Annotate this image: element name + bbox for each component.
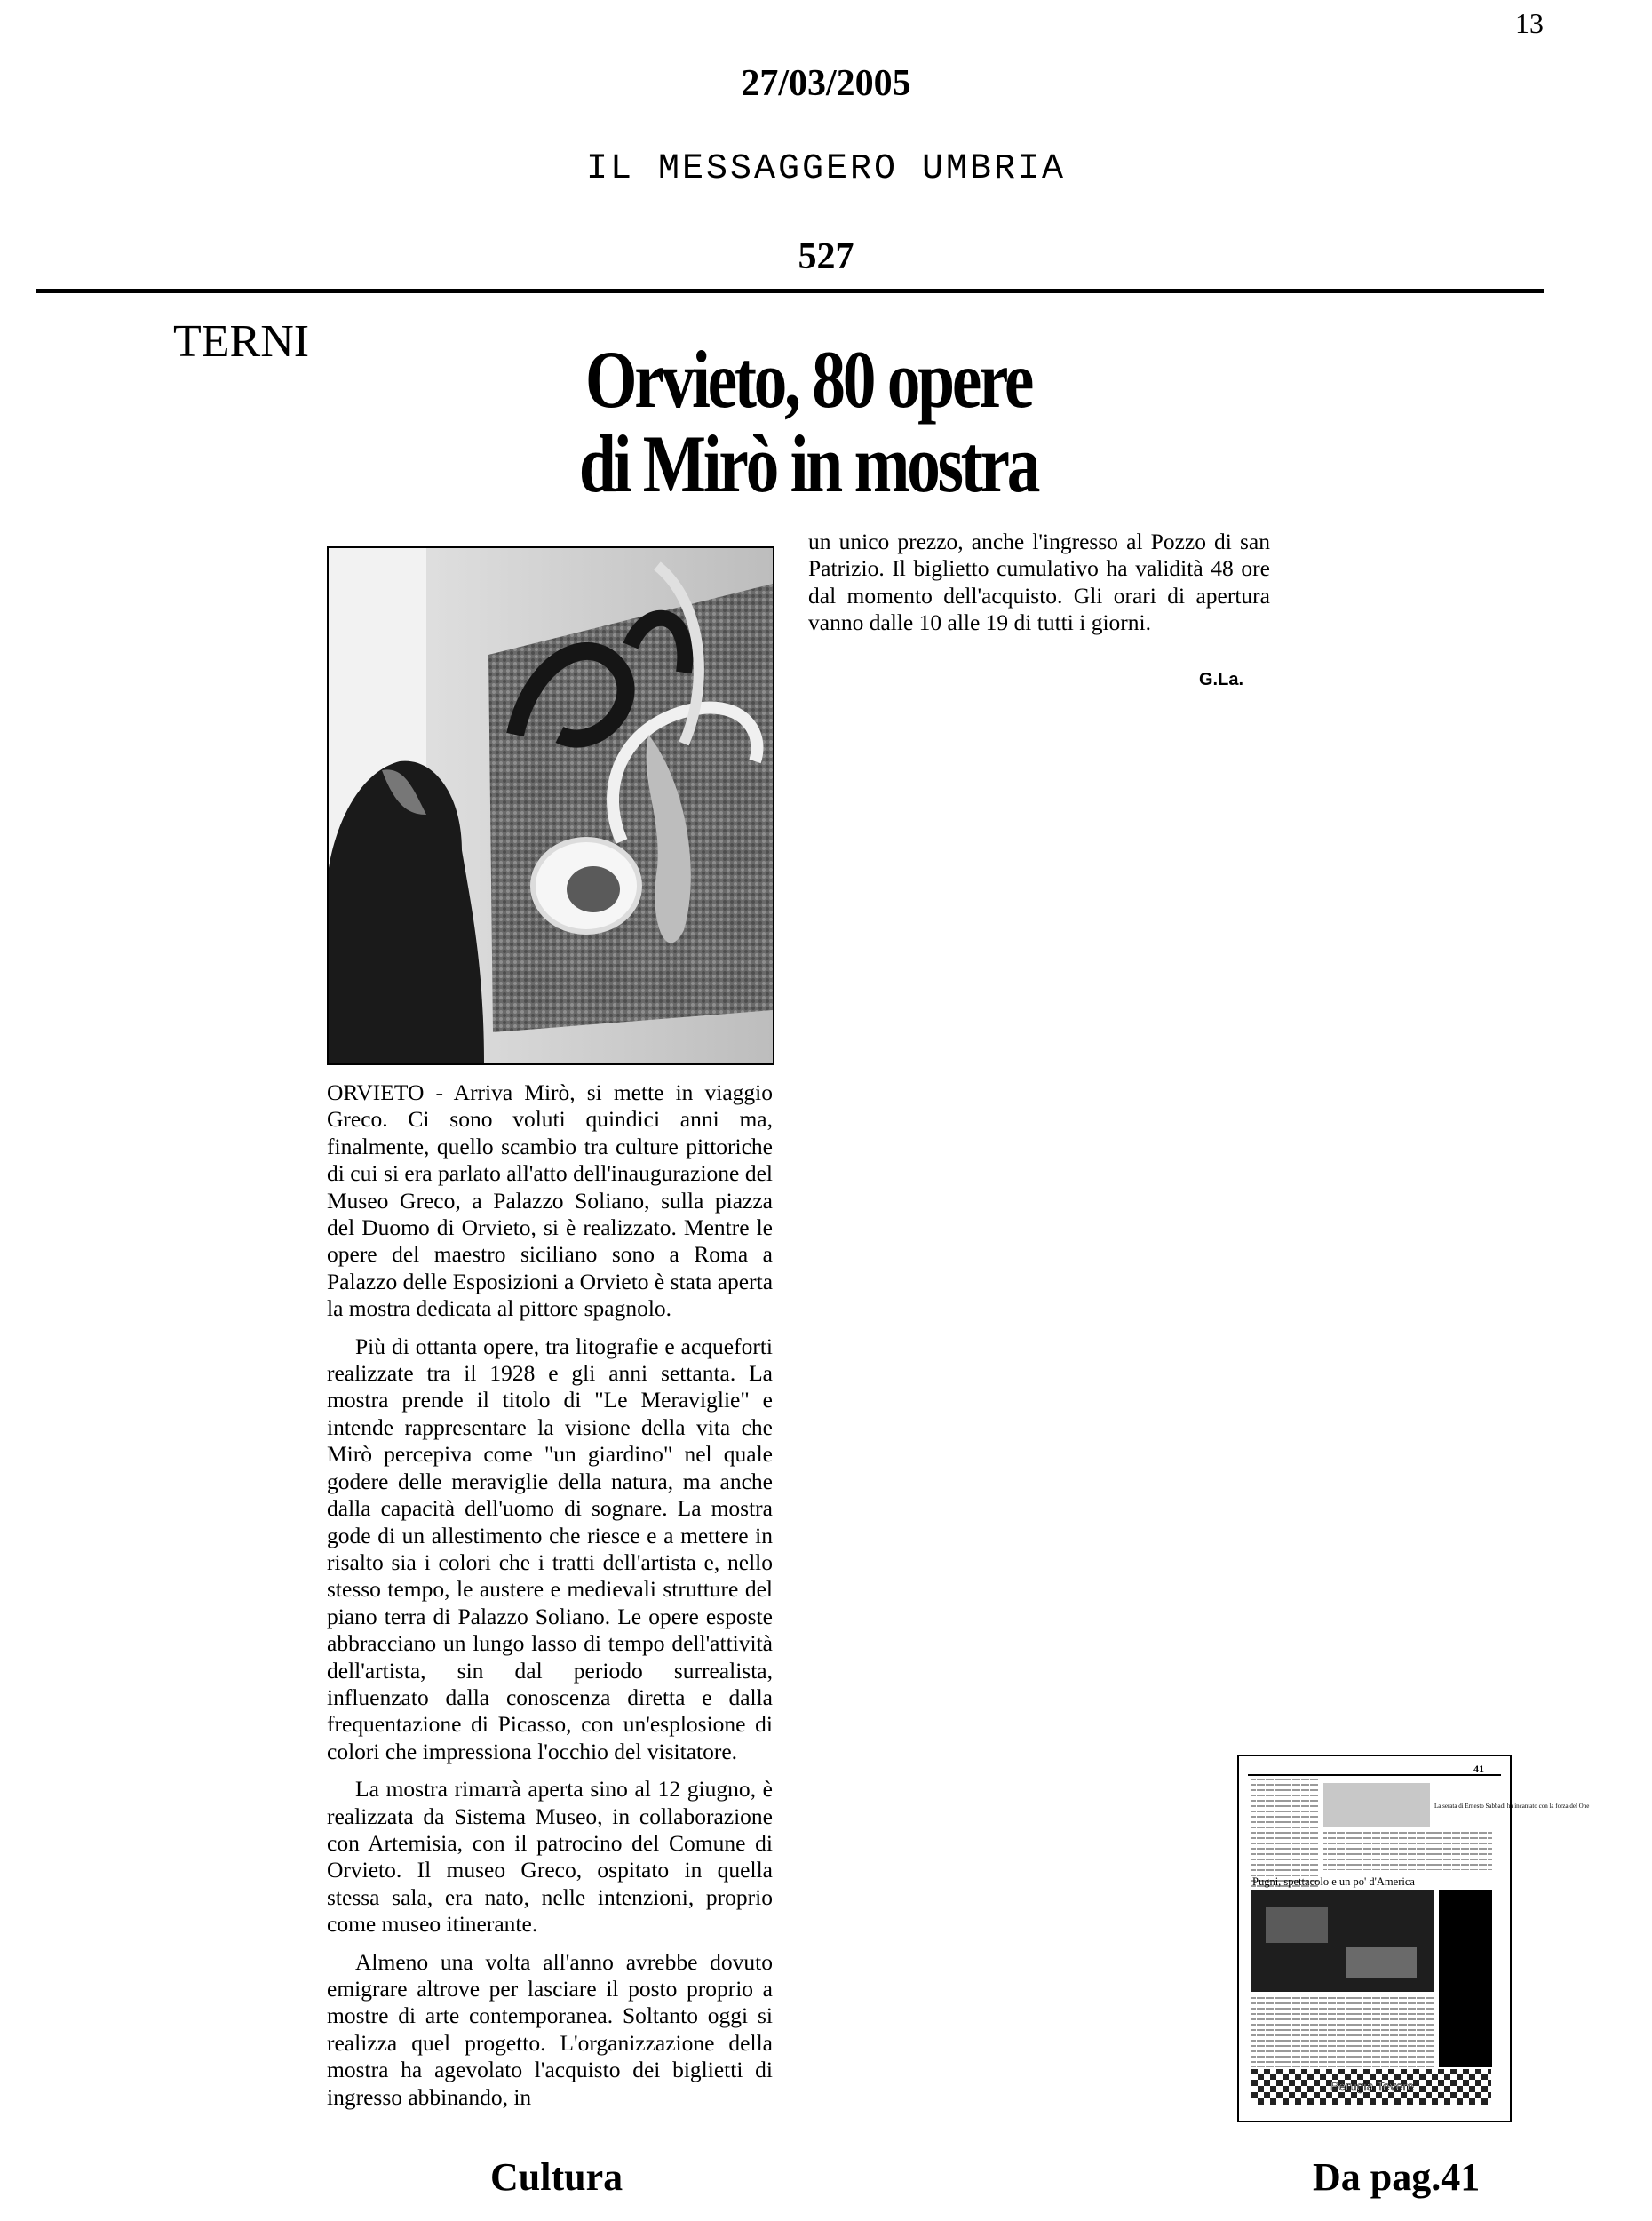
headline	[553, 334, 1063, 509]
publication-date: 27/03/2005	[741, 63, 911, 104]
thumbnail-kicker: La serata di Ernesto Sabbadi ha incantato con la forza del One	[1434, 1803, 1590, 1810]
newspaper-name: IL MESSAGGERO UMBRIA	[585, 149, 1067, 189]
thumbnail-banner: Perugia Tevere	[1330, 2079, 1414, 2093]
headline-line-2: di Mirò in mostra	[578, 418, 1038, 509]
headline-line-1: Orvieto, 80 opere	[584, 334, 1032, 425]
newspaper-page-thumbnail-icon	[1239, 1756, 1590, 2121]
section-label: TERNI	[173, 316, 310, 367]
article-column-1	[327, 1079, 773, 2121]
author-signature: G.La.	[1199, 670, 1244, 689]
thumbnail-page: 41	[1473, 1763, 1484, 1775]
article-column-2	[808, 529, 1270, 648]
page-number: 13	[1515, 7, 1544, 39]
header-rule	[36, 289, 1544, 293]
article-paragraph-5: un unico prezzo, anche l'ingresso al Pozzo di san Patrizio. Il biglietto cumulativo ha validità 48 ore dal momento dell'acquisto. Gli orari di apertura vanno dalle 10 alle 19 di tutti i giorni.	[808, 529, 1270, 636]
exhibition-photo	[327, 546, 774, 1065]
newspaper-page-thumbnail	[1237, 1755, 1590, 2122]
article-paragraph-3: La mostra rimarrà aperta sino al 12 giugno, è realizzata da Sistema Museo, in collaborazione con Artemisia, con il patrocino del Comune di Orvieto. Il museo Greco, ospitato in quella stessa sala, era nato, nelle intenzioni, proprio come museo itinerante.	[327, 1776, 773, 1938]
thumbnail-headline: Pugni, spettacolo e un po' d'America	[1252, 1875, 1415, 1888]
article-paragraph-1: ORVIETO - Arriva Mirò, si mette in viaggio Greco. Ci sono voluti quindici anni ma, finalmente, quello scambio tra culture pittoriche di cui si era parlato all'atto dell'inaugurazione del Museo Greco, a Palazzo Soliano, sulla piazza del Duomo di Orvieto, si è realizzato. Mentre le opere del maestro siciliano sono a Roma a Palazzo delle Esposizioni a Orvieto è stata aperta la mostra dedicata al pittore spagnolo.	[327, 1079, 774, 1322]
exhibition-photo-icon	[329, 548, 773, 1063]
article-paragraph-2: Più di ottanta opere, tra litografie e acqueforti realizzate tra il 1928 e gli anni settanta. La mostra prende il titolo di "Le Meraviglie" e intende rappresentare la visione della vita che Mirò percepiva come "un giardino" nel quale godere delle meraviglie della natura, ma anche dalla capacità dell'uomo di sognare. La mostra gode di un allestimento che riesce e a mettere in risalto sia i colori che i tratti dell'artista e, nello stesso tempo, le austere e medievali strutture del piano terra di Palazzo Soliano. Le opere esposte abbracciano un lungo lasso di tempo dell'attività dell'artista, sin dal periodo surrealista, influenzato dalla conoscenza diretta e dalla frequentazione di Picasso, con un'esplosione di colori che impressiona l'occhio del visitatore.	[327, 1333, 773, 1764]
footer-section-label: Cultura	[490, 2155, 623, 2199]
footer-page-reference: Da pag.41	[1313, 2155, 1481, 2199]
article-paragraph-4: Almeno una volta all'anno avrebbe dovuto emigrare altrove per lasciare il posto proprio a mostre di arte contemporanea. Soltanto oggi si realizza quel progetto. L'organizzazione della mostra ha agevolato l'acquisto dei biglietti di ingresso abbinando, in	[327, 1948, 773, 2110]
issue-number: 527	[798, 236, 854, 277]
